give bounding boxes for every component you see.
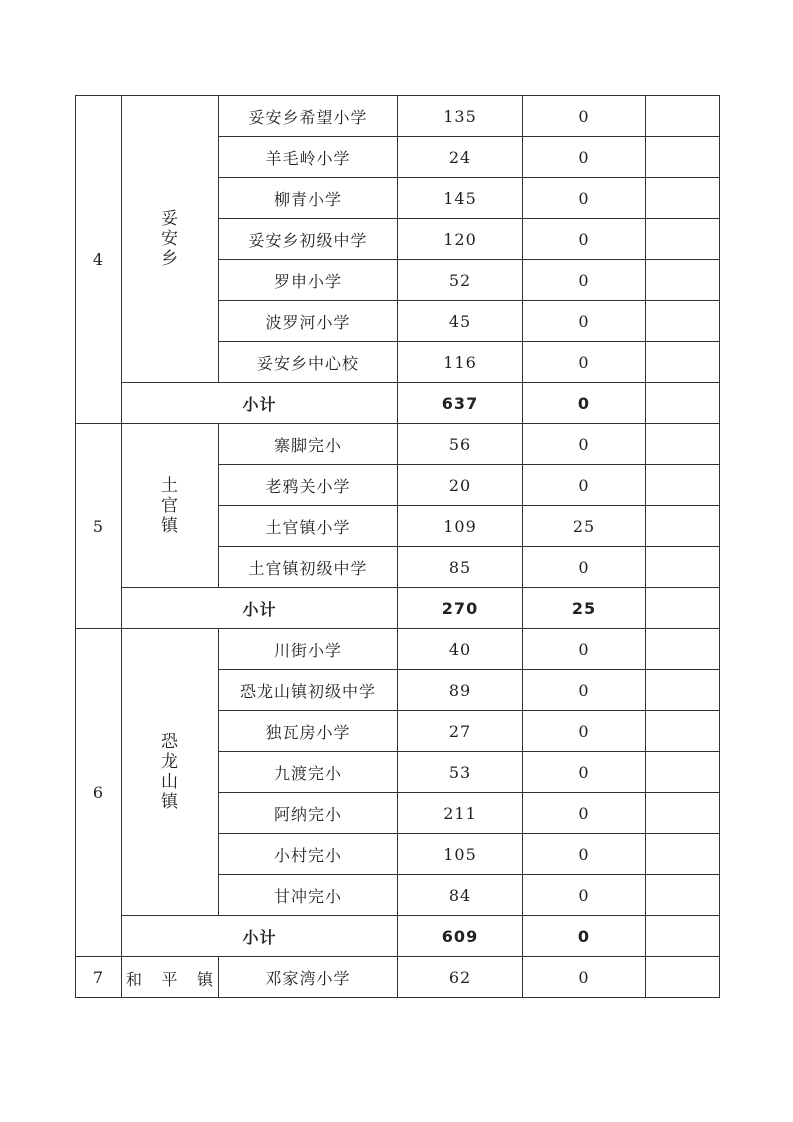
student-count: 62 (398, 957, 523, 998)
student-count: 84 (398, 875, 523, 916)
student-count: 89 (398, 670, 523, 711)
subtotal-row (76, 916, 720, 957)
subtotal-label: 小计 (122, 916, 398, 957)
note-cell (646, 465, 720, 506)
subtotal-extra: 0 (523, 383, 646, 424)
subtotal-count: 270 (398, 588, 523, 629)
extra-count: 25 (523, 506, 646, 547)
school-name: 恐龙山镇初级中学 (219, 670, 398, 711)
school-name: 小村完小 (219, 834, 398, 875)
school-name: 罗申小学 (219, 260, 398, 301)
student-count: 120 (398, 219, 523, 260)
student-count: 27 (398, 711, 523, 752)
note-cell (646, 301, 720, 342)
student-count: 85 (398, 547, 523, 588)
note-cell (646, 96, 720, 137)
note-cell (646, 711, 720, 752)
note-cell (646, 219, 720, 260)
school-name: 妥安乡初级中学 (219, 219, 398, 260)
note-cell (646, 178, 720, 219)
note-cell (646, 629, 720, 670)
extra-count: 0 (523, 629, 646, 670)
town-name (122, 424, 219, 588)
town-char: 平 (161, 970, 179, 989)
group-number: 4 (76, 96, 122, 424)
note-cell (646, 752, 720, 793)
extra-count: 0 (523, 137, 646, 178)
extra-count: 0 (523, 875, 646, 916)
note-cell (646, 670, 720, 711)
town-name (122, 629, 219, 916)
school-name: 波罗河小学 (219, 301, 398, 342)
subtotal-label: 小计 (122, 383, 398, 424)
note-cell (646, 834, 720, 875)
extra-count: 0 (523, 752, 646, 793)
school-name: 甘冲完小 (219, 875, 398, 916)
subtotal-row (76, 383, 720, 424)
subtotal-extra: 0 (523, 916, 646, 957)
extra-count: 0 (523, 834, 646, 875)
group-number: 5 (76, 424, 122, 629)
school-name: 独瓦房小学 (219, 711, 398, 752)
school-name: 妥安乡希望小学 (219, 96, 398, 137)
town-name-text: 妥安乡 (161, 209, 179, 269)
school-table (75, 95, 720, 998)
subtotal-note (646, 383, 720, 424)
student-count: 45 (398, 301, 523, 342)
school-name: 妥安乡中心校 (219, 342, 398, 383)
subtotal-count: 637 (398, 383, 523, 424)
subtotal-note (646, 588, 720, 629)
student-count: 211 (398, 793, 523, 834)
table-row (76, 424, 720, 465)
school-name: 邓家湾小学 (219, 957, 398, 998)
school-name: 九渡完小 (219, 752, 398, 793)
student-count: 53 (398, 752, 523, 793)
note-cell (646, 506, 720, 547)
town-name-text (122, 957, 218, 997)
extra-count: 0 (523, 547, 646, 588)
extra-count: 0 (523, 424, 646, 465)
subtotal-row (76, 588, 720, 629)
school-name: 土官镇小学 (219, 506, 398, 547)
town-name-text: 土官镇 (161, 475, 179, 536)
school-name: 川街小学 (219, 629, 398, 670)
student-count: 20 (398, 465, 523, 506)
note-cell (646, 793, 720, 834)
student-count: 40 (398, 629, 523, 670)
student-count: 116 (398, 342, 523, 383)
town-char: 镇 (196, 970, 214, 989)
subtotal-extra: 25 (523, 588, 646, 629)
town-name (122, 96, 219, 383)
school-name: 柳青小学 (219, 178, 398, 219)
town-name (122, 957, 219, 998)
school-name: 老鸦关小学 (219, 465, 398, 506)
note-cell (646, 875, 720, 916)
extra-count: 0 (523, 342, 646, 383)
extra-count: 0 (523, 178, 646, 219)
extra-count: 0 (523, 260, 646, 301)
group-number: 7 (76, 957, 122, 998)
subtotal-count: 609 (398, 916, 523, 957)
school-table-body (76, 96, 720, 998)
student-count: 56 (398, 424, 523, 465)
school-name: 阿纳完小 (219, 793, 398, 834)
table-row (76, 957, 720, 998)
extra-count: 0 (523, 219, 646, 260)
town-name-text: 恐龙山镇 (161, 732, 179, 812)
extra-count: 0 (523, 957, 646, 998)
school-name: 羊毛岭小学 (219, 137, 398, 178)
subtotal-note (646, 916, 720, 957)
extra-count: 0 (523, 793, 646, 834)
school-name: 土官镇初级中学 (219, 547, 398, 588)
table-row (76, 96, 720, 137)
school-name: 寨脚完小 (219, 424, 398, 465)
group-number: 6 (76, 629, 122, 957)
note-cell (646, 547, 720, 588)
note-cell (646, 957, 720, 998)
student-count: 109 (398, 506, 523, 547)
student-count: 105 (398, 834, 523, 875)
extra-count: 0 (523, 465, 646, 506)
extra-count: 0 (523, 96, 646, 137)
extra-count: 0 (523, 670, 646, 711)
note-cell (646, 260, 720, 301)
student-count: 145 (398, 178, 523, 219)
note-cell (646, 424, 720, 465)
subtotal-label: 小计 (122, 588, 398, 629)
note-cell (646, 342, 720, 383)
note-cell (646, 137, 720, 178)
extra-count: 0 (523, 711, 646, 752)
student-count: 135 (398, 96, 523, 137)
table-row (76, 629, 720, 670)
town-char: 和 (126, 970, 144, 989)
student-count: 24 (398, 137, 523, 178)
extra-count: 0 (523, 301, 646, 342)
student-count: 52 (398, 260, 523, 301)
